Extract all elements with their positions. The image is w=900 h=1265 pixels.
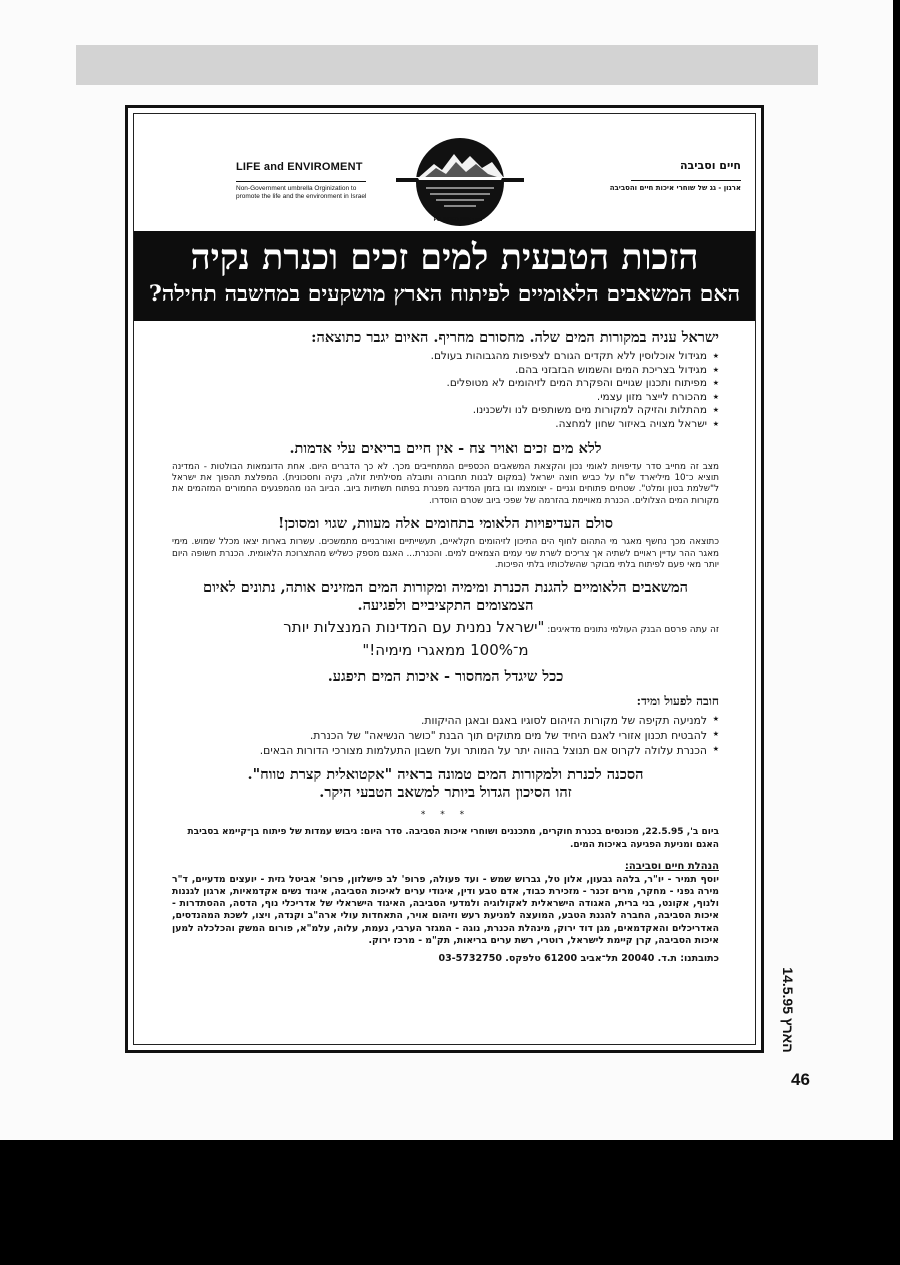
headline: הזכות הטבעית למים זכים וכנרת נקיה	[190, 237, 699, 278]
bullet-list	[172, 350, 719, 432]
list-item-text: להבטיח תכנון אזורי לאגם היחיד של מים מתוקים תוך הבנת "כושר הנשיאה" של הכנרת.	[309, 729, 707, 743]
star-bullet-icon: ★	[712, 352, 719, 360]
event-notice: ביום ב', 22.5.95, מכונסים בכנרת חוקרים, מתכננים ושוחרי איכות הסביבה. סדר היום: גיבוש עמדות של פיתוח בן־קיימא בסביבת האגם ומניעת הפגיעה באיכות המים.	[187, 827, 719, 850]
management-list: יוסף תמיר - יו"ר, בלהה גבעון, אלון טל, גברוש שמש - ועד פעולה, פרופ' לב פישלזון, פרופ' אביטל גזית - יועצים מדעיים, ד"ר מירה גפני - מחקר, מרים זכנר - מזכירת כבוד, אדם טבע ודין, איגודי ערים לאיכות הסביבה, איגוד נשים אקדמאיות, ארגון לגננות ולנוף, אקונט, בני ברית, האגודה הישראלית לאקולוגיה ולמדעי הסביבה, האיגוד הישראלי של אדריכלי נוף, הדסה, ההסתדרות - איכות הסביבה, החברה להגנת הטבע, המועצה למניעת רעש וזיהום אויר, התאחדות עולי ארה"ב וקנדה, ויצו, לשכת המהנדסים, האדריכלים והאקדמאים, מגן דוד ירוק, מינהלת הכנרת, נוגה - המגזר הערבי, נעמת, עלוה, עלמ"א, פורום המשק והכלכלה למען איכות הסביבה, קרן קיימת לישראל, רוטרי, רשת ערים בריאות, תק"מ - מרכז ירוק.	[172, 873, 719, 946]
quote-continuation: מ־100% ממאגרי מימיה!"	[362, 641, 529, 660]
paragraph: כתוצאה מכך נחשף מאגר מי התהום לחוף הים התיכון לזיהומים חקלאיים, תעשייתיים ואורבניים מתמשכים. עשרות בארות יצאו מכלל שמוש. מימי מאגר ההר עדיין ראויים לשתיה אך צריכים לשרת שני עמים הצמאים למים. והכנרת... האגם מספק כשליש מהתצרוכת הלאומית. הכנרת חשופה היום יותר מאי פעם לפיתוח בלתי מבוקר שהשלכותיו בלתי הפיכות.	[172, 537, 719, 570]
star-bullet-icon: ★	[712, 419, 719, 428]
advertisement-inner-border	[133, 113, 756, 1045]
list-item	[172, 364, 719, 378]
page-number: 46	[791, 1070, 810, 1089]
list-item-text: מהכורח לייצר מזון עצמי.	[596, 390, 707, 403]
divider	[631, 180, 741, 181]
list-item	[172, 728, 719, 743]
list-item	[172, 743, 719, 758]
list-item-text: ישראל מצויה באיזור שחון למחצה.	[555, 417, 707, 430]
advertisement	[125, 105, 764, 1053]
star-bullet-icon: ★	[712, 392, 719, 401]
divider	[236, 181, 366, 182]
org-block-english	[236, 161, 396, 200]
contact-address: כתובתנו: ת.ד. 20040 תל־אביב 61200 טלפקס. 03-5732750	[438, 953, 719, 965]
list-item	[172, 713, 719, 728]
section-heading: המשאבים הלאומיים להגנת הכנרת ומימיה ומקורות המים המזינים אותה, נתונים לאיום הצמצומים התקציביים ולפגיעה.	[203, 579, 688, 615]
list-item-text: הכנרת עלולה לקרוס אם תנוצל בהווה יתר על המותר ועל חשבון התעלמות מצורכי הדורות הבאים.	[259, 744, 707, 758]
list-item-text: מגידול אוכלוסין ללא תקדים הגורם לצפיפות מהגבוהות בעולם.	[430, 350, 707, 362]
list-item-text: מהתלות והזיקה למקורות מים משותפים לנו ולשכנינו.	[472, 404, 707, 417]
quote-line	[172, 617, 719, 640]
org-description-hebrew: ארגון - גג של שוחרי איכות חיים והסביבה	[609, 184, 741, 192]
section-heading: סולם העדיפויות הלאומי בתחומים אלה מעוות, שגוי ומסוכן!	[277, 515, 614, 533]
list-item-text: מגידול בצריכת המים והשמוש הבזבזני בהם.	[514, 363, 707, 376]
gray-header-band	[76, 45, 818, 85]
quote-intro: זה עתה פרסם הבנק העולמי נתונים מדאיגים:	[547, 625, 719, 636]
separator-stars: * * *	[420, 810, 471, 821]
sub-heading: חובה לפעול ומיד:	[636, 694, 719, 709]
list-item	[172, 418, 719, 432]
paragraph: מצב זה מחייב סדר עדיפויות לאומי נכון והקצאת המשאבים הכספיים המתחייבים מכך. לא כך הדברים היום. אחת הדוגמאות הבולטות - המדינה תוציא כ־10 מיליארד ש"ח על כביש חוצה ישראל (במקום לבנות תחבורה ותובלה מסילתית זולה, נקיה וחסכונית). המפלצת תהפוך את ישראל ל"שלמת בטון ומלט". שטחים פתוחים וגניים - יצומצמו ובו בזמן המדינה מפגרת בפתוח תשתיות ביוב. הביוב הנו מהמפגעים החמורים המזהמים את מקורות המים הצלולים. הכנרת מאויימת בהזרמה של שפכי ביוב שטרם הוסדרו.	[172, 461, 720, 506]
star-bullet-icon: ★	[712, 745, 719, 754]
headline-banner	[134, 231, 755, 321]
closing-heading: זהו הסיכון הגדול ביותר למשאב הטבעי היקר.	[319, 784, 572, 802]
closing-heading: הסכנה לכנרת ולמקורות המים טמונה בראיה "אקטואלית קצרת טווח".	[247, 766, 644, 784]
org-name-english: LIFE and ENVIROMENT	[236, 161, 363, 173]
org-name-hebrew: חיים וסביבה	[680, 159, 741, 172]
bullet-list	[172, 713, 719, 758]
org-description-english: Non-Government umbrella Orginization to promote the life and the environment in Israel	[236, 185, 367, 200]
newspaper-source-stamp	[778, 968, 798, 1058]
star-bullet-icon: ★	[712, 379, 719, 388]
star-bullet-icon: ★	[712, 730, 719, 739]
list-item	[172, 350, 719, 364]
ad-body	[172, 329, 719, 964]
star-bullet-icon: ★	[712, 715, 719, 724]
star-bullet-icon: ★	[712, 406, 719, 415]
list-item	[172, 391, 719, 405]
star-bullet-icon: ★	[712, 365, 719, 374]
section-heading: ככל שיגדל המחסור - איכות המים תיפגע.	[327, 668, 564, 686]
list-item-text: למניעה תקיפה של מקורות הזיהום לסוגיו באגם ובאגן ההיקוות.	[420, 714, 707, 728]
management-title: הנהלת חיים וסביבה:	[624, 860, 719, 872]
list-item	[172, 404, 719, 418]
list-item-text: מפיתוח ותכנון שגויים והפקרת המים לזיהומים לא מטופלים.	[446, 377, 707, 390]
founded-label: FOUNDED 1975 נוסד	[433, 217, 483, 223]
subheadline: האם המשאבים הלאומיים לפיתוח הארץ מושקעים במחשבה תחילה?	[148, 281, 741, 307]
quote-text: "ישראל נמנית עם המדינות המנצלות יותר	[283, 618, 545, 637]
source-date: הארץ 14.5.95	[780, 967, 796, 1053]
section-heading: ישראל עניה במקורות המים שלה. מחסורם מחריף. האיום יגבר כתוצאה:	[311, 329, 719, 346]
section-heading: ללא מים זכים ואויר צח - אין חיים בריאים עלי אדמות.	[289, 439, 602, 457]
org-block-hebrew	[601, 159, 741, 193]
list-item	[172, 377, 719, 391]
